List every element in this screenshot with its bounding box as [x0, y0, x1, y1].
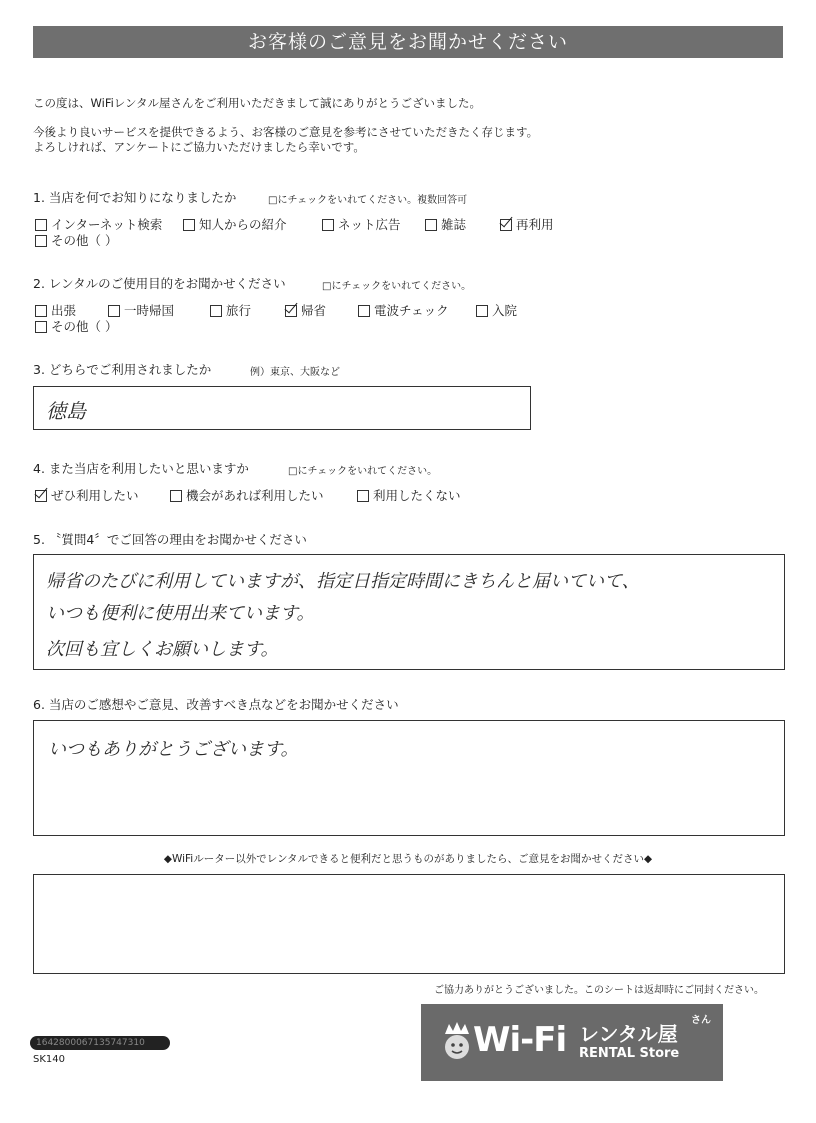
checkbox[interactable] [183, 219, 195, 231]
question-4-title: 4. また当店を利用したいと思いますか [33, 461, 249, 476]
footer-thanks: ご協力ありがとうございました。このシートは返却時にご同封ください。 [434, 985, 764, 996]
checkbox[interactable] [35, 305, 47, 317]
q1-option-referral[interactable]: 知人からの紹介 [183, 215, 287, 233]
checkbox[interactable] [35, 219, 47, 231]
checkbox[interactable] [322, 219, 334, 231]
question-2-title: 2. レンタルのご使用目的をお聞かせください [33, 276, 286, 291]
checkbox[interactable] [170, 490, 182, 502]
question-4-note: □にチェックをいれてください。 [288, 466, 438, 477]
checkbox[interactable] [210, 305, 222, 317]
wifi-rental-logo [421, 1004, 723, 1081]
crown-mascot-icon [439, 1022, 475, 1060]
checkbox[interactable] [35, 235, 47, 247]
question-3-title: 3. どちらでご利用されましたか [33, 362, 212, 377]
question-2-note: □にチェックをいれてください。 [322, 281, 472, 292]
question-6-title: 6. 当店のご感想やご意見、改善すべき点などをお聞かせください [33, 697, 399, 712]
q3-answer-box[interactable] [33, 386, 531, 430]
q2-option-homecoming[interactable]: 帰省 [285, 301, 326, 319]
q2-option-business-trip[interactable]: 出張 [35, 301, 76, 319]
q2-option-temporary-return[interactable]: 一時帰国 [108, 301, 174, 319]
q2-option-travel[interactable]: 旅行 [210, 301, 251, 319]
intro-line-3: よろしければ、アンケートにご協力いただけましたら幸いです。 [33, 140, 365, 154]
checkbox[interactable] [357, 490, 369, 502]
checkbox[interactable] [476, 305, 488, 317]
question-3-note: 例）東京、大阪など [250, 367, 340, 378]
logo-san-text: さん [691, 1015, 711, 1026]
q1-option-net-ad[interactable]: ネット広告 [322, 215, 401, 233]
checkbox[interactable] [108, 305, 120, 317]
q2-option-hospital[interactable]: 入院 [476, 301, 517, 319]
q4-option-definitely[interactable]: ぜひ利用したい [35, 486, 139, 504]
logo-wifi-text: Wi-Fi [473, 1020, 567, 1060]
question-1-title: 1. 当店を何でお知りになりましたか [33, 190, 237, 205]
q5-handwritten-line-1: 帰省のたびに利用していますが、指定日指定時間にきちんと届いていて、 [46, 571, 640, 592]
q4-option-no[interactable]: 利用したくない [357, 486, 461, 504]
q2-option-signal-check[interactable]: 電波チェック [358, 301, 449, 319]
q6-answer-box[interactable] [33, 720, 785, 836]
serial-number: SK140 [33, 1054, 65, 1065]
question-1-note: □にチェックをいれてください。複数回答可 [268, 195, 468, 206]
checkbox[interactable] [425, 219, 437, 231]
q5-handwritten-line-2: いつも便利に使用出来ています。 [46, 603, 315, 624]
q5-answer-box[interactable] [33, 554, 785, 670]
question-5-title: 5. 〝質問4〞でご回答の理由をお聞かせください [33, 532, 307, 547]
q1-option-other[interactable]: その他（ ） [35, 231, 117, 249]
q1-option-internet-search[interactable]: インターネット検索 [35, 215, 162, 233]
question-7-title: ◆WiFiルーター以外でレンタルできると便利だと思うものがありましたら、ご意見をお聞かせください◆ [163, 853, 653, 865]
checkbox[interactable] [35, 321, 47, 333]
q2-option-other[interactable]: その他（ ） [35, 317, 117, 335]
intro-line-2: 今後より良いサービスを提供できるよう、お客様のご意見を参考にさせていただきたく存じます。 [33, 125, 539, 139]
q7-answer-box[interactable] [33, 874, 785, 974]
logo-en-text: RENTAL Store [579, 1046, 680, 1061]
form-title: お客様のご意見をお聞かせください [33, 26, 783, 58]
q4-option-if-chance[interactable]: 機会があれば利用したい [170, 486, 324, 504]
checkbox-checked[interactable] [285, 305, 297, 317]
intro-line-1: この度は、WiFiレンタル屋さんをご利用いただきまして誠にありがとうございました。 [33, 96, 482, 110]
logo-jp-text: レンタル屋 [579, 1022, 678, 1046]
checkbox-checked[interactable] [35, 490, 47, 502]
q3-handwritten-answer: 徳島 [46, 399, 86, 423]
q1-option-reuse[interactable]: 再利用 [500, 215, 554, 233]
redacted-barcode: 1642800067135747310 [30, 1036, 170, 1050]
checkbox[interactable] [358, 305, 370, 317]
checkbox-checked[interactable] [500, 219, 512, 231]
q6-handwritten-answer: いつもありがとうございます。 [48, 739, 299, 760]
q1-option-magazine[interactable]: 雑誌 [425, 215, 466, 233]
q5-handwritten-line-3: 次回も宜しくお願いします。 [46, 639, 279, 660]
